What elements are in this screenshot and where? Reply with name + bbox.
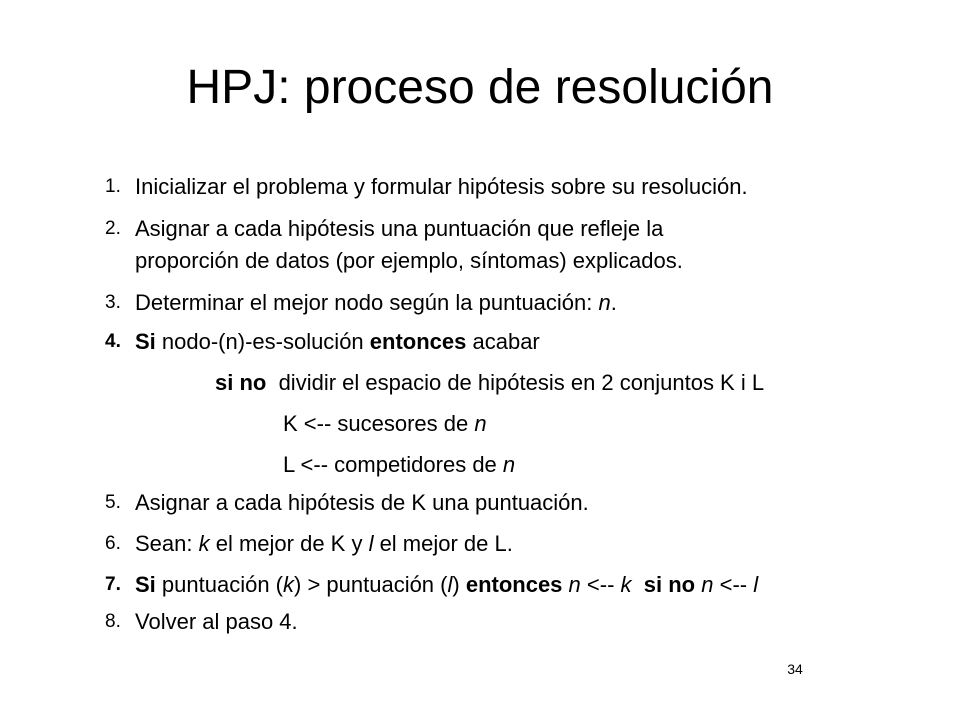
l-assignment: L <-- competidores de n <box>283 452 516 477</box>
step-text: Si puntuación (k) > puntuación (l) entonces n <-- k si no n <-- l <box>135 572 759 597</box>
else-clause: si no dividir el espacio de hipótesis en 2 conjuntos K i L <box>215 370 765 395</box>
page-number: 34 <box>787 661 803 677</box>
step-number: 6. <box>105 533 121 554</box>
step-number: 5. <box>105 492 121 513</box>
step-number: 2. <box>105 218 121 239</box>
k-assignment: K <-- sucesores de n <box>283 411 487 436</box>
step-text: Inicializar el problema y formular hipótesis sobre su resolución. <box>135 174 748 199</box>
step-number: 3. <box>105 292 121 313</box>
slide-title: HPJ: proceso de resolución <box>186 61 774 114</box>
step-number: 7. <box>105 574 121 595</box>
step-text: Asignar a cada hipótesis de K una puntuación. <box>135 490 589 515</box>
step-number: 8. <box>105 611 121 632</box>
step-text: Si nodo-(n)-es-solución entonces acabar <box>135 329 540 354</box>
step-text: Volver al paso 4. <box>135 609 298 634</box>
step-text-line-2: proporción de datos (por ejemplo, síntomas) explicados. <box>135 248 683 273</box>
step-number: 4. <box>105 331 121 352</box>
step-text: Sean: k el mejor de K y l el mejor de L. <box>135 531 513 556</box>
step-text: Determinar el mejor nodo según la puntuación: n. <box>135 290 617 315</box>
step-text-line-1: Asignar a cada hipótesis una puntuación que refleje la <box>135 216 664 241</box>
step-number: 1. <box>105 176 121 197</box>
